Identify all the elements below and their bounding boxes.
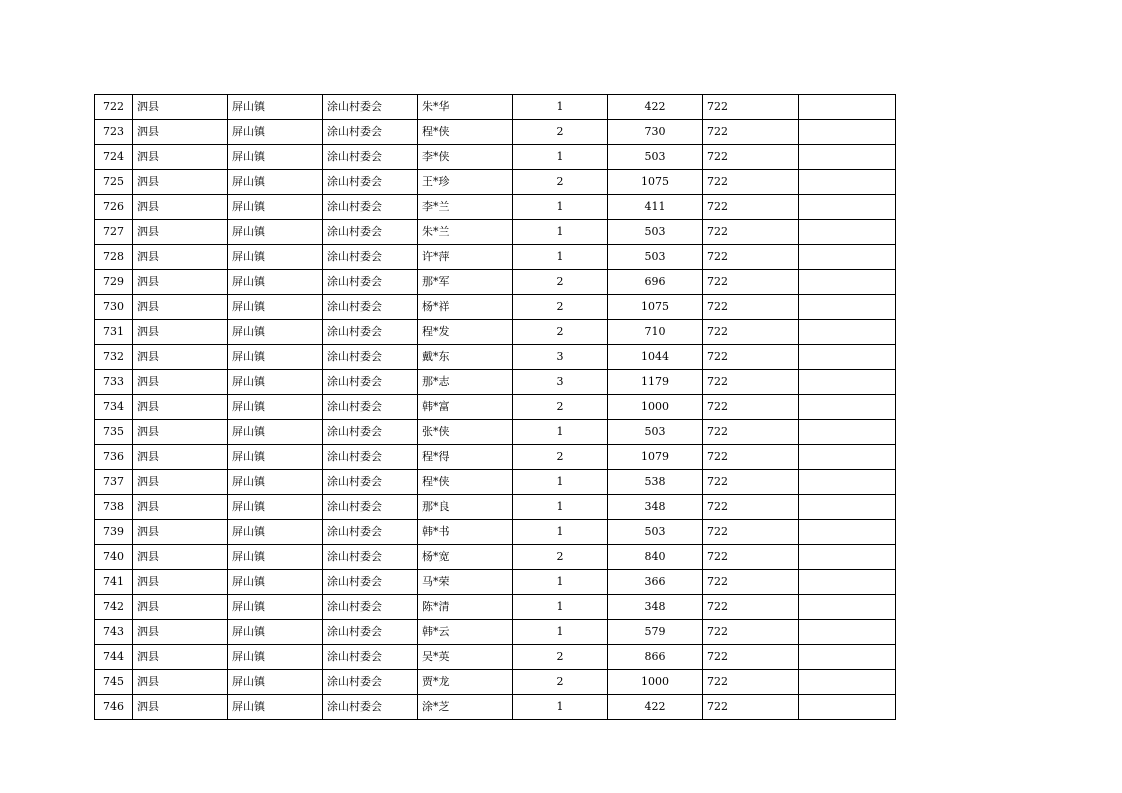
cell-index: 729: [95, 270, 133, 295]
cell-household-count: 1: [513, 245, 608, 270]
cell-index: 734: [95, 395, 133, 420]
cell-village: 涂山村委会: [323, 445, 418, 470]
cell-village: 涂山村委会: [323, 120, 418, 145]
cell-town: 屏山镇: [228, 595, 323, 620]
cell-index: 738: [95, 495, 133, 520]
cell-village: 涂山村委会: [323, 595, 418, 620]
cell-amount: 503: [608, 420, 703, 445]
table-row: [95, 645, 896, 670]
cell-county: 泗县: [133, 395, 228, 420]
cell-code: 722: [703, 395, 799, 420]
cell-amount: 710: [608, 320, 703, 345]
cell-town: 屏山镇: [228, 220, 323, 245]
cell-household-count: 1: [513, 195, 608, 220]
cell-amount: 348: [608, 495, 703, 520]
cell-county: 泗县: [133, 145, 228, 170]
cell-household-count: 1: [513, 570, 608, 595]
table-row: [95, 620, 896, 645]
cell-village: 涂山村委会: [323, 545, 418, 570]
cell-amount: 1179: [608, 370, 703, 395]
cell-code: 722: [703, 245, 799, 270]
cell-village: 涂山村委会: [323, 395, 418, 420]
cell-household-count: 2: [513, 270, 608, 295]
cell-town: 屏山镇: [228, 420, 323, 445]
cell-name: 程*侠: [418, 470, 513, 495]
cell-index: 737: [95, 470, 133, 495]
cell-town: 屏山镇: [228, 120, 323, 145]
cell-village: 涂山村委会: [323, 645, 418, 670]
cell-village: 涂山村委会: [323, 195, 418, 220]
cell-note: [799, 545, 896, 570]
cell-index: 739: [95, 520, 133, 545]
cell-name: 杨*宽: [418, 545, 513, 570]
cell-village: 涂山村委会: [323, 470, 418, 495]
data-table: [94, 94, 896, 720]
cell-code: 722: [703, 320, 799, 345]
cell-amount: 579: [608, 620, 703, 645]
cell-household-count: 1: [513, 145, 608, 170]
cell-code: 722: [703, 445, 799, 470]
cell-county: 泗县: [133, 120, 228, 145]
cell-town: 屏山镇: [228, 95, 323, 120]
cell-town: 屏山镇: [228, 645, 323, 670]
table-row: [95, 470, 896, 495]
cell-household-count: 1: [513, 420, 608, 445]
cell-note: [799, 395, 896, 420]
cell-county: 泗县: [133, 245, 228, 270]
cell-county: 泗县: [133, 270, 228, 295]
cell-amount: 366: [608, 570, 703, 595]
cell-index: 736: [95, 445, 133, 470]
cell-amount: 840: [608, 545, 703, 570]
table-row: [95, 295, 896, 320]
cell-county: 泗县: [133, 570, 228, 595]
cell-note: [799, 245, 896, 270]
cell-note: [799, 195, 896, 220]
cell-index: 741: [95, 570, 133, 595]
cell-index: 726: [95, 195, 133, 220]
cell-county: 泗县: [133, 695, 228, 720]
cell-index: 733: [95, 370, 133, 395]
cell-household-count: 2: [513, 320, 608, 345]
cell-note: [799, 445, 896, 470]
cell-code: 722: [703, 220, 799, 245]
cell-amount: 503: [608, 520, 703, 545]
cell-amount: 348: [608, 595, 703, 620]
table-row: [95, 95, 896, 120]
cell-amount: 866: [608, 645, 703, 670]
cell-county: 泗县: [133, 95, 228, 120]
table-row: [95, 545, 896, 570]
cell-code: 722: [703, 495, 799, 520]
cell-code: 722: [703, 595, 799, 620]
cell-town: 屏山镇: [228, 670, 323, 695]
cell-town: 屏山镇: [228, 520, 323, 545]
cell-household-count: 1: [513, 620, 608, 645]
cell-code: 722: [703, 145, 799, 170]
cell-note: [799, 295, 896, 320]
cell-index: 743: [95, 620, 133, 645]
cell-village: 涂山村委会: [323, 295, 418, 320]
cell-village: 涂山村委会: [323, 570, 418, 595]
cell-index: 731: [95, 320, 133, 345]
table-row: [95, 345, 896, 370]
cell-name: 那*军: [418, 270, 513, 295]
cell-amount: 411: [608, 195, 703, 220]
cell-village: 涂山村委会: [323, 170, 418, 195]
cell-county: 泗县: [133, 495, 228, 520]
cell-note: [799, 120, 896, 145]
cell-index: 735: [95, 420, 133, 445]
cell-county: 泗县: [133, 470, 228, 495]
cell-village: 涂山村委会: [323, 95, 418, 120]
cell-name: 涂*芝: [418, 695, 513, 720]
cell-village: 涂山村委会: [323, 220, 418, 245]
cell-amount: 503: [608, 245, 703, 270]
cell-household-count: 1: [513, 470, 608, 495]
cell-household-count: 2: [513, 445, 608, 470]
cell-county: 泗县: [133, 545, 228, 570]
cell-name: 许*萍: [418, 245, 513, 270]
cell-county: 泗县: [133, 620, 228, 645]
cell-town: 屏山镇: [228, 320, 323, 345]
cell-code: 722: [703, 420, 799, 445]
cell-name: 那*志: [418, 370, 513, 395]
cell-note: [799, 670, 896, 695]
cell-code: 722: [703, 195, 799, 220]
cell-town: 屏山镇: [228, 145, 323, 170]
cell-index: 730: [95, 295, 133, 320]
cell-name: 陈*清: [418, 595, 513, 620]
cell-index: 746: [95, 695, 133, 720]
cell-county: 泗县: [133, 645, 228, 670]
cell-name: 戴*东: [418, 345, 513, 370]
cell-note: [799, 645, 896, 670]
cell-household-count: 2: [513, 120, 608, 145]
cell-town: 屏山镇: [228, 370, 323, 395]
cell-code: 722: [703, 470, 799, 495]
table-row: [95, 570, 896, 595]
cell-index: 745: [95, 670, 133, 695]
cell-town: 屏山镇: [228, 345, 323, 370]
table-row: [95, 320, 896, 345]
cell-town: 屏山镇: [228, 470, 323, 495]
cell-name: 韩*书: [418, 520, 513, 545]
cell-town: 屏山镇: [228, 695, 323, 720]
table-row: [95, 145, 896, 170]
cell-code: 722: [703, 520, 799, 545]
cell-county: 泗县: [133, 370, 228, 395]
cell-code: 722: [703, 95, 799, 120]
cell-index: 742: [95, 595, 133, 620]
cell-code: 722: [703, 620, 799, 645]
cell-household-count: 2: [513, 395, 608, 420]
cell-town: 屏山镇: [228, 495, 323, 520]
cell-name: 马*荣: [418, 570, 513, 595]
cell-note: [799, 145, 896, 170]
cell-town: 屏山镇: [228, 395, 323, 420]
cell-name: 韩*云: [418, 620, 513, 645]
cell-household-count: 1: [513, 220, 608, 245]
cell-amount: 696: [608, 270, 703, 295]
cell-index: 724: [95, 145, 133, 170]
table-row: [95, 245, 896, 270]
cell-town: 屏山镇: [228, 195, 323, 220]
cell-county: 泗县: [133, 170, 228, 195]
table-row: [95, 170, 896, 195]
cell-amount: 1000: [608, 395, 703, 420]
cell-household-count: 3: [513, 345, 608, 370]
cell-household-count: 3: [513, 370, 608, 395]
table-row: [95, 270, 896, 295]
cell-index: 740: [95, 545, 133, 570]
table-row: [95, 195, 896, 220]
cell-household-count: 1: [513, 520, 608, 545]
cell-town: 屏山镇: [228, 445, 323, 470]
cell-index: 722: [95, 95, 133, 120]
cell-note: [799, 220, 896, 245]
table-row: [95, 495, 896, 520]
cell-amount: 503: [608, 145, 703, 170]
cell-code: 722: [703, 295, 799, 320]
cell-code: 722: [703, 570, 799, 595]
cell-town: 屏山镇: [228, 270, 323, 295]
cell-village: 涂山村委会: [323, 695, 418, 720]
cell-amount: 538: [608, 470, 703, 495]
cell-household-count: 2: [513, 545, 608, 570]
table-row: [95, 595, 896, 620]
cell-code: 722: [703, 645, 799, 670]
cell-county: 泗县: [133, 420, 228, 445]
cell-name: 程*发: [418, 320, 513, 345]
cell-note: [799, 270, 896, 295]
cell-household-count: 1: [513, 595, 608, 620]
cell-county: 泗县: [133, 445, 228, 470]
cell-amount: 1075: [608, 170, 703, 195]
cell-town: 屏山镇: [228, 570, 323, 595]
cell-county: 泗县: [133, 320, 228, 345]
cell-index: 744: [95, 645, 133, 670]
cell-code: 722: [703, 345, 799, 370]
cell-village: 涂山村委会: [323, 520, 418, 545]
cell-index: 732: [95, 345, 133, 370]
cell-household-count: 1: [513, 695, 608, 720]
cell-town: 屏山镇: [228, 170, 323, 195]
table-row: [95, 370, 896, 395]
cell-name: 朱*华: [418, 95, 513, 120]
cell-index: 728: [95, 245, 133, 270]
cell-code: 722: [703, 695, 799, 720]
cell-name: 王*珍: [418, 170, 513, 195]
table-row: [95, 420, 896, 445]
cell-note: [799, 495, 896, 520]
table-row: [95, 220, 896, 245]
cell-household-count: 2: [513, 295, 608, 320]
cell-town: 屏山镇: [228, 620, 323, 645]
cell-household-count: 2: [513, 170, 608, 195]
cell-amount: 1079: [608, 445, 703, 470]
cell-county: 泗县: [133, 345, 228, 370]
cell-note: [799, 695, 896, 720]
cell-village: 涂山村委会: [323, 245, 418, 270]
cell-code: 722: [703, 270, 799, 295]
cell-county: 泗县: [133, 295, 228, 320]
cell-village: 涂山村委会: [323, 670, 418, 695]
cell-index: 725: [95, 170, 133, 195]
cell-name: 那*良: [418, 495, 513, 520]
cell-town: 屏山镇: [228, 545, 323, 570]
cell-village: 涂山村委会: [323, 145, 418, 170]
cell-town: 屏山镇: [228, 295, 323, 320]
cell-amount: 422: [608, 695, 703, 720]
cell-note: [799, 345, 896, 370]
cell-village: 涂山村委会: [323, 495, 418, 520]
cell-name: 程*侠: [418, 120, 513, 145]
cell-name: 贾*龙: [418, 670, 513, 695]
cell-note: [799, 620, 896, 645]
cell-amount: 503: [608, 220, 703, 245]
cell-note: [799, 420, 896, 445]
cell-name: 张*侠: [418, 420, 513, 445]
cell-county: 泗县: [133, 520, 228, 545]
cell-note: [799, 320, 896, 345]
cell-village: 涂山村委会: [323, 320, 418, 345]
cell-village: 涂山村委会: [323, 345, 418, 370]
cell-village: 涂山村委会: [323, 270, 418, 295]
cell-household-count: 2: [513, 670, 608, 695]
cell-name: 韩*富: [418, 395, 513, 420]
cell-code: 722: [703, 170, 799, 195]
cell-code: 722: [703, 370, 799, 395]
cell-note: [799, 520, 896, 545]
cell-county: 泗县: [133, 195, 228, 220]
table-body: [95, 95, 896, 720]
cell-code: 722: [703, 545, 799, 570]
table-row: [95, 395, 896, 420]
cell-note: [799, 470, 896, 495]
table-row: [95, 120, 896, 145]
cell-village: 涂山村委会: [323, 420, 418, 445]
cell-note: [799, 595, 896, 620]
cell-county: 泗县: [133, 670, 228, 695]
cell-name: 李*侠: [418, 145, 513, 170]
cell-household-count: 2: [513, 645, 608, 670]
table-row: [95, 670, 896, 695]
cell-name: 吴*英: [418, 645, 513, 670]
cell-household-count: 1: [513, 95, 608, 120]
cell-note: [799, 170, 896, 195]
table-row: [95, 445, 896, 470]
cell-amount: 730: [608, 120, 703, 145]
table-row: [95, 520, 896, 545]
cell-note: [799, 95, 896, 120]
cell-county: 泗县: [133, 595, 228, 620]
cell-name: 李*兰: [418, 195, 513, 220]
cell-amount: 422: [608, 95, 703, 120]
cell-name: 程*得: [418, 445, 513, 470]
cell-note: [799, 370, 896, 395]
cell-county: 泗县: [133, 220, 228, 245]
cell-name: 朱*兰: [418, 220, 513, 245]
cell-name: 杨*祥: [418, 295, 513, 320]
cell-amount: 1075: [608, 295, 703, 320]
cell-household-count: 1: [513, 495, 608, 520]
cell-code: 722: [703, 120, 799, 145]
cell-index: 723: [95, 120, 133, 145]
cell-amount: 1044: [608, 345, 703, 370]
table-row: [95, 695, 896, 720]
cell-note: [799, 570, 896, 595]
cell-town: 屏山镇: [228, 245, 323, 270]
cell-amount: 1000: [608, 670, 703, 695]
cell-index: 727: [95, 220, 133, 245]
cell-village: 涂山村委会: [323, 620, 418, 645]
cell-village: 涂山村委会: [323, 370, 418, 395]
cell-code: 722: [703, 670, 799, 695]
